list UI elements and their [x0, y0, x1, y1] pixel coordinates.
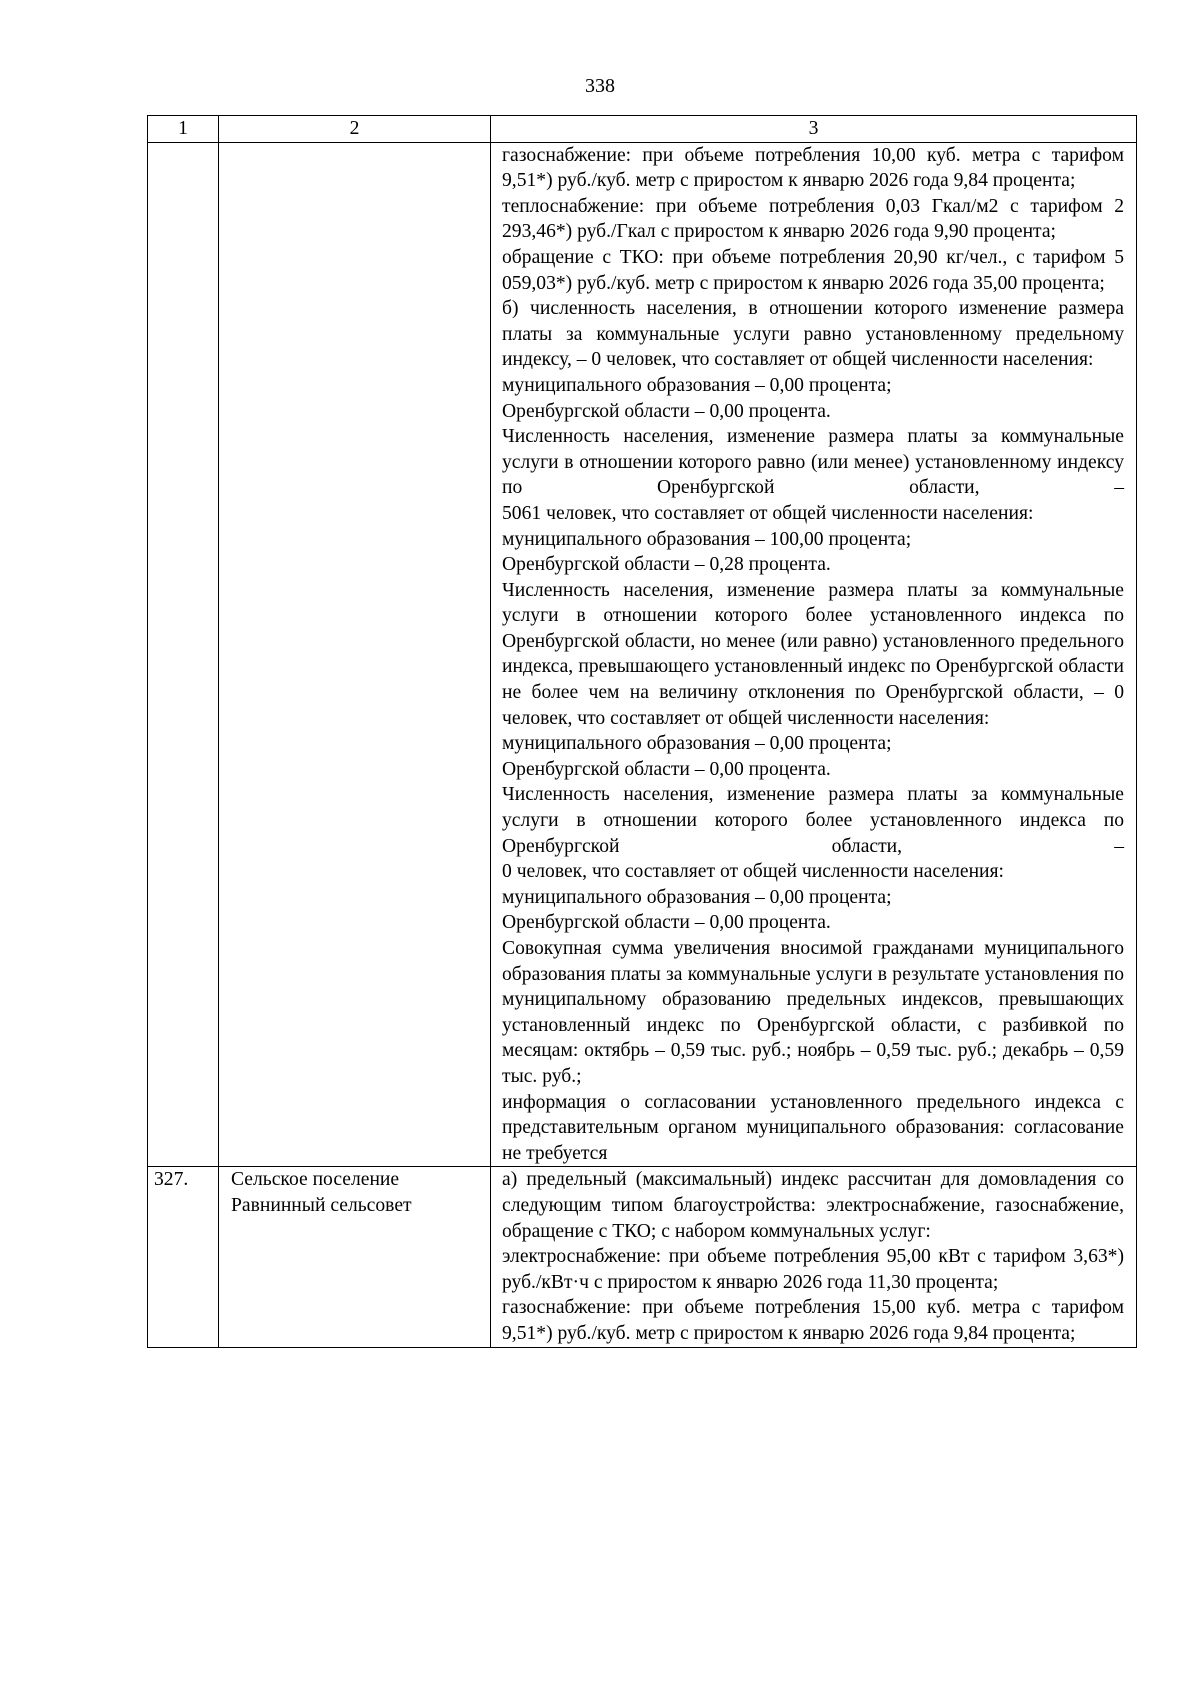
column-header-3: 3 — [491, 116, 1137, 143]
description-paragraph: газоснабжение: при объеме потребления 15,00 куб. метра с тарифом 9,51*) руб./куб. метр с приростом к январю 2026 года 9,84 процента; — [502, 1297, 1124, 1344]
column-header-2: 2 — [219, 116, 491, 143]
table-row — [148, 1167, 1137, 1347]
description-paragraph: Оренбургской области – 0,00 процента. — [502, 758, 831, 780]
description-paragraph: Численность населения, изменение размера платы за коммунальные услуги в отношении которого более установленного индекса по Оренбургской области, – — [502, 784, 1124, 857]
description-paragraph: 0 человек, что составляет от общей численности населения: — [502, 861, 1005, 883]
description-paragraph: муниципального образования – 0,00 процента; — [502, 886, 892, 908]
column-header-1: 1 — [148, 116, 219, 143]
description-paragraph: Оренбургской области – 0,00 процента. — [502, 912, 831, 934]
row-number-cell — [148, 142, 219, 1167]
description-paragraph: Численность населения, изменение размера платы за коммунальные услуги в отношении которого более установленного индекса по Оренбургской области, но менее (или равно) установленного предельного индекса, превышающего установленный индекс по Оренбургской области не более чем на величину отклонения по Оренбургской области, – 0 человек, что составляет от общей численности населения: — [502, 579, 1124, 729]
municipality-name-line: Равнинный сельсовет — [231, 1194, 412, 1216]
municipality-name-cell — [219, 142, 491, 1167]
description-paragraph: муниципального образования – 0,00 процента; — [502, 733, 892, 755]
description-paragraph: Оренбургской области – 0,00 процента. — [502, 400, 831, 422]
table-row — [148, 142, 1137, 1167]
description-paragraph: а) предельный (максимальный) индекс рассчитан для домовладения со следующим типом благоустройства: электроснабжение, газоснабжение, обращение с ТКО; с набором коммунальных услуг: — [502, 1169, 1124, 1242]
description-paragraph: электроснабжение: при объеме потребления 95,00 кВт с тарифом 3,63*) руб./кВт·ч с приростом к январю 2026 года 11,30 процента; — [502, 1246, 1124, 1293]
description-paragraph: муниципального образования – 0,00 процента; — [502, 374, 892, 396]
page-number: 338 — [585, 75, 615, 97]
description-paragraph: обращение с ТКО: при объеме потребления 20,90 кг/чел., с тарифом 5 059,03*) руб./куб. метр с приростом к январю 2026 года 35,00 процента; — [502, 246, 1124, 294]
description-paragraph: Оренбургской области – 0,28 процента. — [502, 554, 831, 576]
description-paragraph: 5061 человек, что составляет от общей численности населения: — [502, 502, 1034, 524]
description-paragraph: Совокупная сумма увеличения вносимой гражданами муниципального образования платы за коммунальные услуги в результате установления по муниципальному образованию предельных индексов, превышающих установленный индекс по Оренбургской области, с разбивкой по месяцам: октябрь – 0,59 тыс. руб.; ноябрь – 0,59 тыс. руб.; декабрь – 0,59 тыс. руб.; — [502, 938, 1124, 1087]
row-number-cell: 327. — [148, 1167, 219, 1347]
description-cell — [491, 142, 1137, 1167]
description-paragraph: Численность населения, изменение размера платы за коммунальные услуги в отношении которого равно (или менее) установленному индексу по Оренбургской области, – — [502, 426, 1124, 499]
description-paragraph: теплоснабжение: при объеме потребления 0,03 Гкал/м2 с тарифом 2 293,46*) руб./Гкал с приростом к январю 2026 года 9,90 процента; — [502, 195, 1124, 243]
description-paragraph: б) численность населения, в отношении которого изменение размера платы за коммунальные услуги равно установленному предельному индексу, – 0 человек, что составляет от общей численности населения: — [502, 298, 1124, 371]
description-paragraph: газоснабжение: при объеме потребления 10,00 куб. метра с тарифом 9,51*) руб./куб. метр с приростом к январю 2026 года 9,84 процента; — [502, 144, 1124, 192]
table-header-row — [148, 116, 1137, 143]
description-paragraph: информация о согласовании установленного предельного индекса с представительным органом муниципального образования: согласование не требуется — [502, 1091, 1124, 1164]
municipality-name-line: Сельское поселение — [231, 1169, 400, 1191]
document-table — [147, 115, 1137, 1348]
municipality-name-cell — [219, 1167, 491, 1347]
description-paragraph: муниципального образования – 100,00 процента; — [502, 528, 912, 550]
description-cell — [491, 1167, 1137, 1347]
